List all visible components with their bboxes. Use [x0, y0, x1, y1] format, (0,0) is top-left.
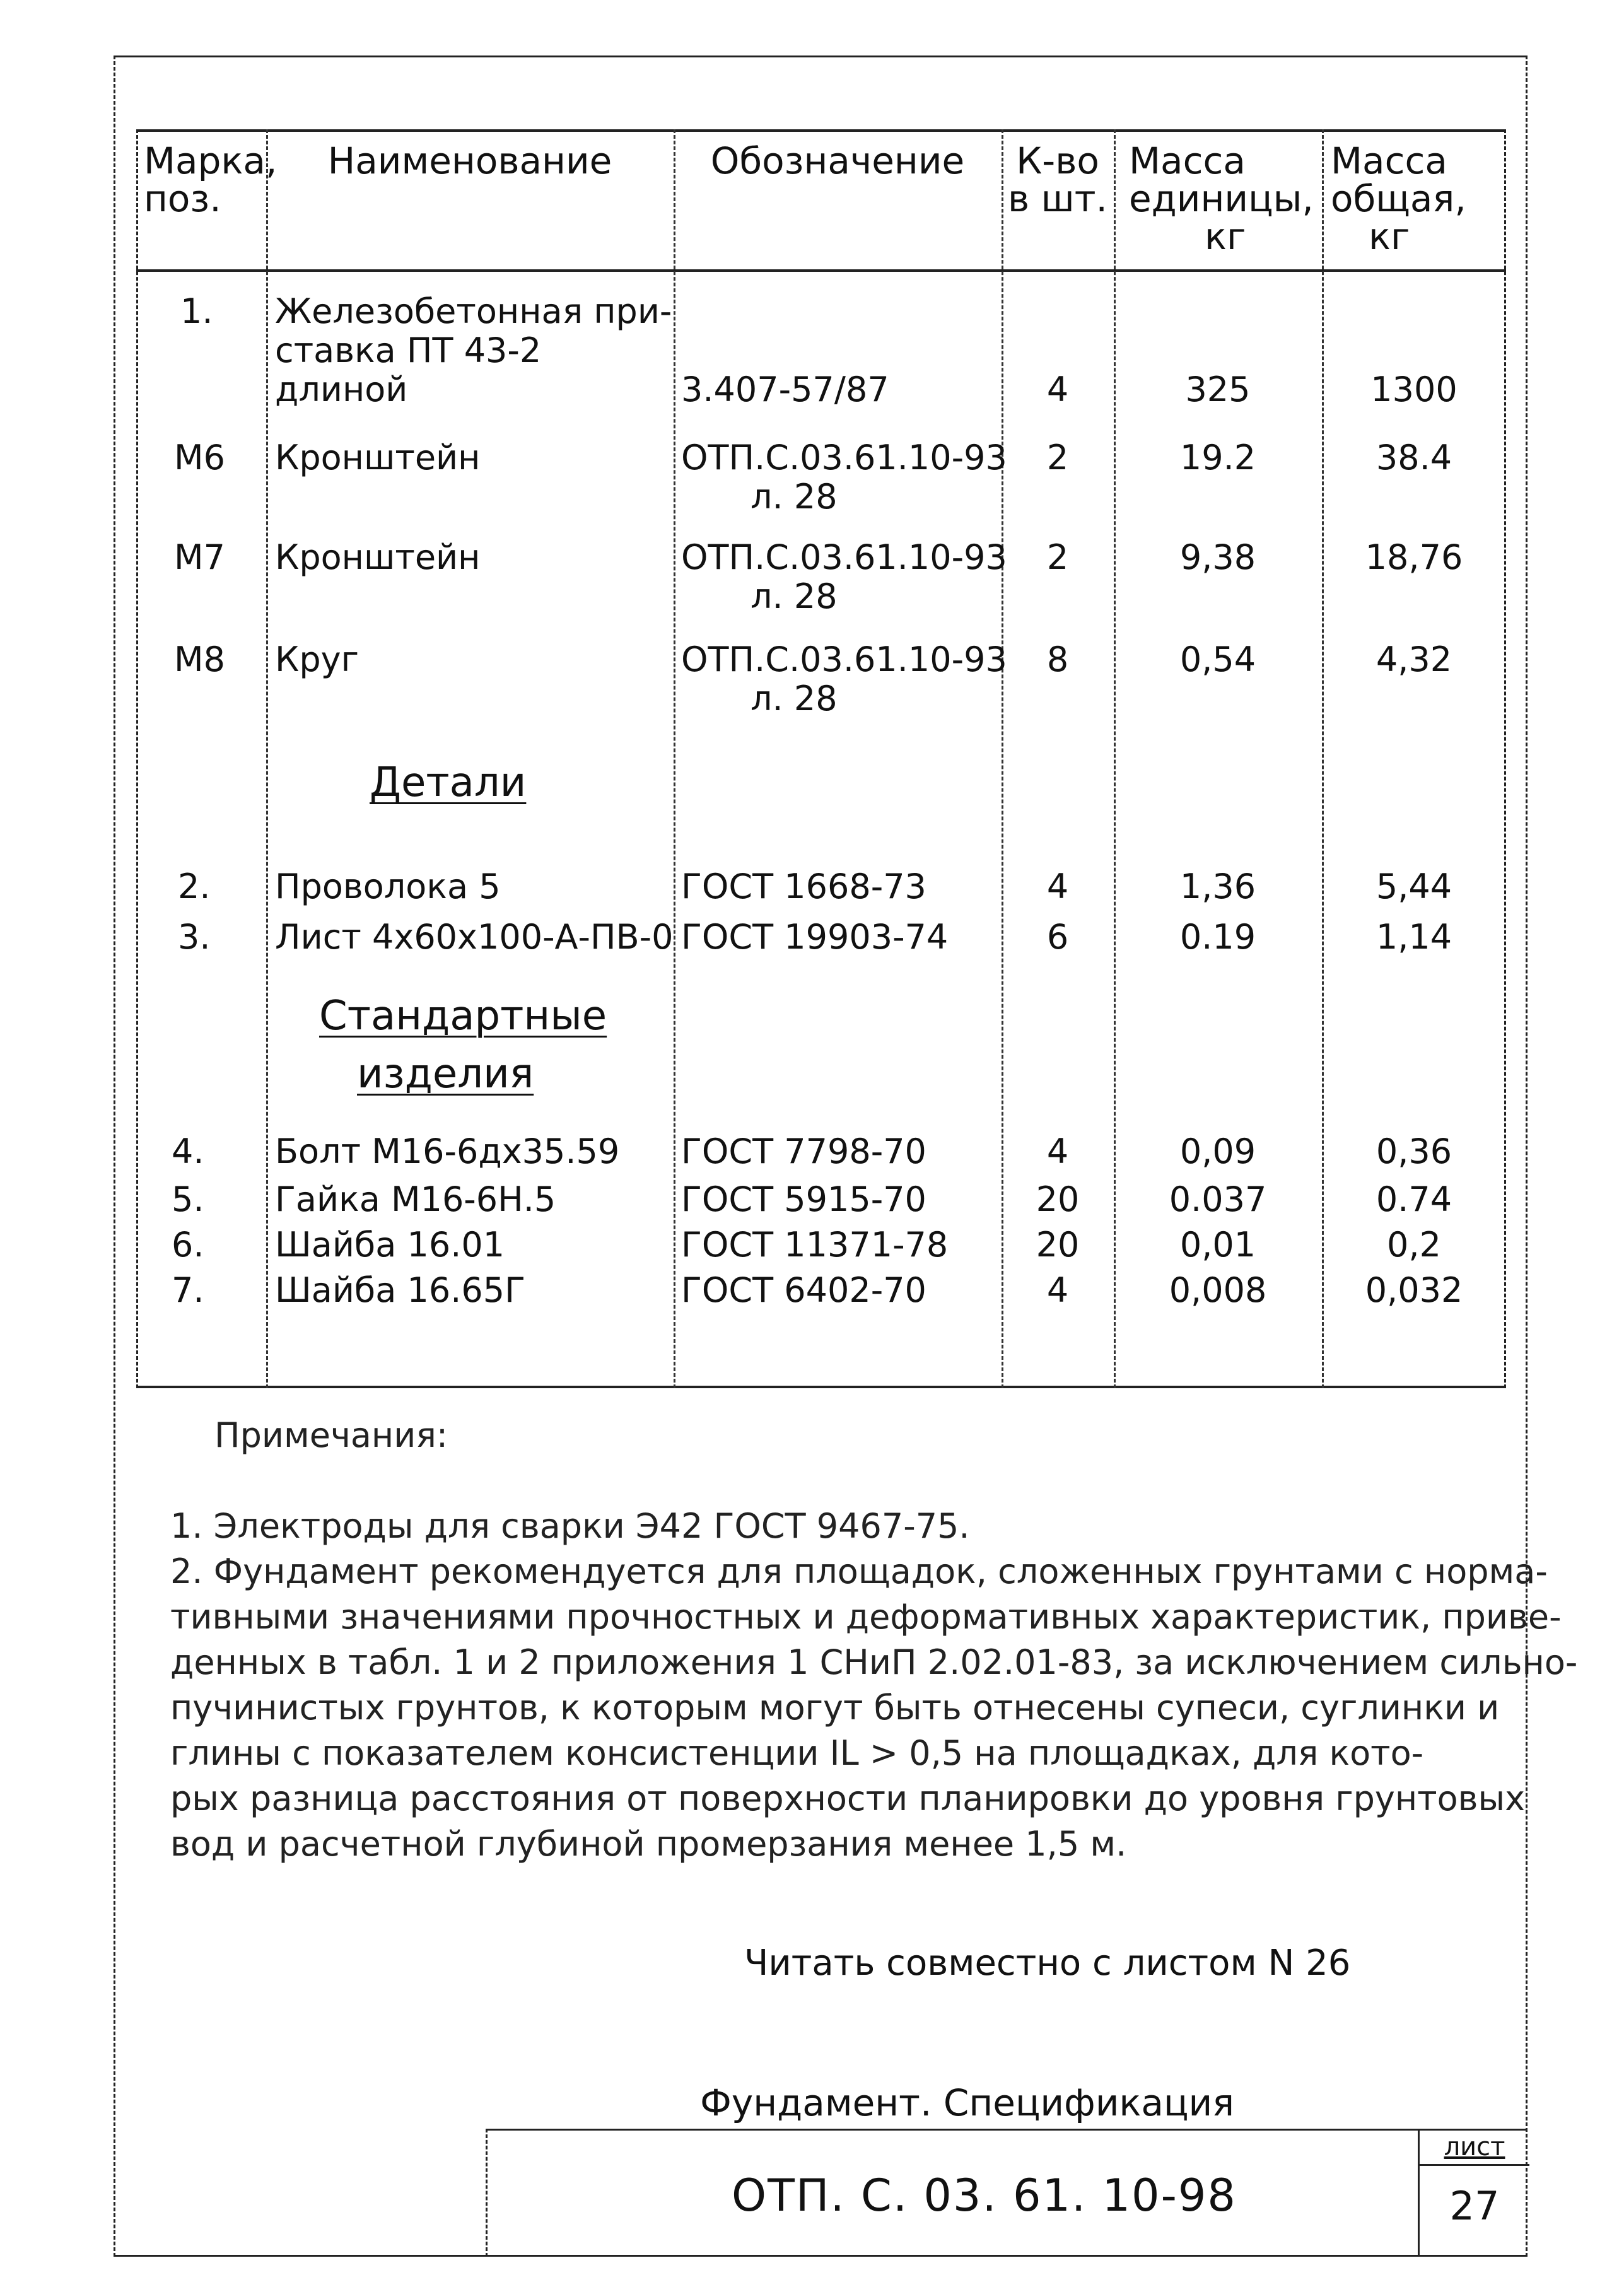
header-divider [136, 269, 1506, 272]
row-total-mass: 0,2 [1387, 1225, 1441, 1265]
row-unit-mass: 19.2 [1179, 438, 1256, 477]
row-designation: 3.407-57/87 [681, 370, 889, 409]
row-unit-mass: 0,54 [1179, 640, 1256, 679]
col-divider [266, 129, 268, 1388]
section-standard: изделия [357, 1051, 534, 1097]
row-unit-mass: 1,36 [1179, 867, 1256, 906]
sheet-number: 27 [1449, 2183, 1500, 2229]
row-qty: 20 [1036, 1225, 1080, 1265]
row-unit-mass: 325 [1185, 370, 1251, 409]
row-qty: 4 [1046, 1270, 1069, 1310]
note-line: тивными значениями прочностных и деформативных характеристик, приве- [170, 1597, 1562, 1637]
notes-heading: Примечания: [214, 1415, 448, 1455]
row-name: Шайба 16.01 [275, 1225, 505, 1265]
row-name: Лист 4x60x100-А-ПВ-0 [275, 917, 674, 957]
header-name: Наименование [327, 139, 612, 182]
row-designation: ГОСТ 11371-78 [681, 1225, 949, 1265]
row-mark: 2. [178, 867, 211, 906]
row-mark: 1. [180, 291, 213, 331]
row-mark: 6. [172, 1225, 204, 1265]
row-designation: ГОСТ 19903-74 [681, 917, 949, 957]
row-designation: ОТП.С.03.61.10-93 л. 28 [681, 640, 1007, 718]
row-name: Проволока 5 [275, 867, 501, 906]
row-unit-mass: 0,01 [1179, 1225, 1256, 1265]
row-qty: 4 [1046, 867, 1069, 906]
header-qty: К-во в шт. [1008, 139, 1107, 220]
row-total-mass: 0,032 [1365, 1270, 1463, 1310]
notes [170, 1413, 1578, 1867]
section-details: Детали [370, 759, 527, 806]
row-name: Гайка М16-6Н.5 [275, 1179, 556, 1219]
row-designation: ГОСТ 5915-70 [681, 1179, 926, 1219]
sheet-box [1418, 2129, 1529, 2257]
note-line: рых разница расстояния от поверхности планировки до уровня грунтовых [170, 1779, 1526, 1818]
row-total-mass: 4,32 [1376, 640, 1452, 679]
document-code: ОТП. С. 03. 61. 10-98 [732, 2170, 1237, 2221]
section-standard: Стандартные [319, 993, 607, 1039]
row-unit-mass: 0.19 [1179, 917, 1256, 957]
sheet-label: лист [1420, 2132, 1529, 2166]
title-block-divider [486, 2129, 488, 2257]
row-unit-mass: 0,09 [1179, 1132, 1256, 1171]
header-designation: Обозначение [710, 139, 965, 182]
row-name: Железобетонная при- ставка ПТ 43-2 длиной [275, 291, 672, 409]
row-qty: 20 [1036, 1179, 1080, 1219]
read-with-note: Читать совместно с листом N 26 [744, 1943, 1351, 1984]
row-name: Кронштейн [275, 537, 481, 577]
row-unit-mass: 9,38 [1179, 537, 1256, 577]
row-total-mass: 5,44 [1376, 867, 1452, 906]
row-qty: 2 [1046, 537, 1069, 577]
note-line: 1. Электроды для сварки Э42 ГОСТ 9467-75. [170, 1506, 970, 1546]
row-qty: 6 [1046, 917, 1069, 957]
note-line: пучинистых грунтов, к которым могут быть отнесены супеси, суглинки и [170, 1688, 1500, 1728]
header-total-mass: Масса общая, кг [1331, 139, 1466, 258]
note-line: 2. Фундамент рекомендуется для площадок, сложенных грунтами с норма- [170, 1552, 1548, 1591]
row-unit-mass: 0,008 [1169, 1270, 1267, 1310]
row-designation: ГОСТ 6402-70 [681, 1270, 926, 1310]
row-mark: 4. [172, 1132, 204, 1171]
drawing-title: Фундамент. Спецификация [700, 2081, 1235, 2124]
row-designation: ГОСТ 1668-73 [681, 867, 926, 906]
header-mark: Марка, поз. [144, 139, 277, 220]
row-qty: 4 [1046, 1132, 1069, 1171]
row-unit-mass: 0.037 [1169, 1179, 1267, 1219]
header-unit-mass: Масса единицы, кг [1129, 139, 1314, 258]
row-qty: 4 [1046, 370, 1069, 409]
row-total-mass: 18,76 [1365, 537, 1463, 577]
row-mark: М8 [174, 640, 225, 679]
row-qty: 8 [1046, 640, 1069, 679]
row-qty: 2 [1046, 438, 1069, 477]
row-name: Кронштейн [275, 438, 481, 477]
row-total-mass: 38.4 [1376, 438, 1452, 477]
row-mark: М6 [174, 438, 225, 477]
row-name: Болт М16-6дх35.59 [275, 1132, 620, 1171]
row-designation: ОТП.С.03.61.10-93 л. 28 [681, 438, 1007, 517]
row-designation: ОТП.С.03.61.10-93 л. 28 [681, 537, 1007, 616]
row-mark: М7 [174, 537, 225, 577]
note-line: глины с показателем консистенции IL > 0,5 на площадках, для кото- [170, 1733, 1424, 1773]
row-total-mass: 1300 [1370, 370, 1458, 409]
row-mark: 3. [178, 917, 211, 957]
specification-table [136, 129, 1506, 1388]
note-line: денных в табл. 1 и 2 приложения 1 СНиП 2.02.01-83, за исключением сильно- [170, 1642, 1578, 1682]
row-mark: 7. [172, 1270, 204, 1310]
row-total-mass: 1,14 [1376, 917, 1452, 957]
col-divider [674, 129, 675, 1388]
note-line: вод и расчетной глубиной промерзания менее 1,5 м. [170, 1824, 1127, 1864]
row-total-mass: 0.74 [1376, 1179, 1452, 1219]
row-name: Шайба 16.65Г [275, 1270, 526, 1310]
row-total-mass: 0,36 [1376, 1132, 1452, 1171]
row-designation: ГОСТ 7798-70 [681, 1132, 926, 1171]
row-name: Круг [275, 640, 359, 679]
row-mark: 5. [172, 1179, 204, 1219]
